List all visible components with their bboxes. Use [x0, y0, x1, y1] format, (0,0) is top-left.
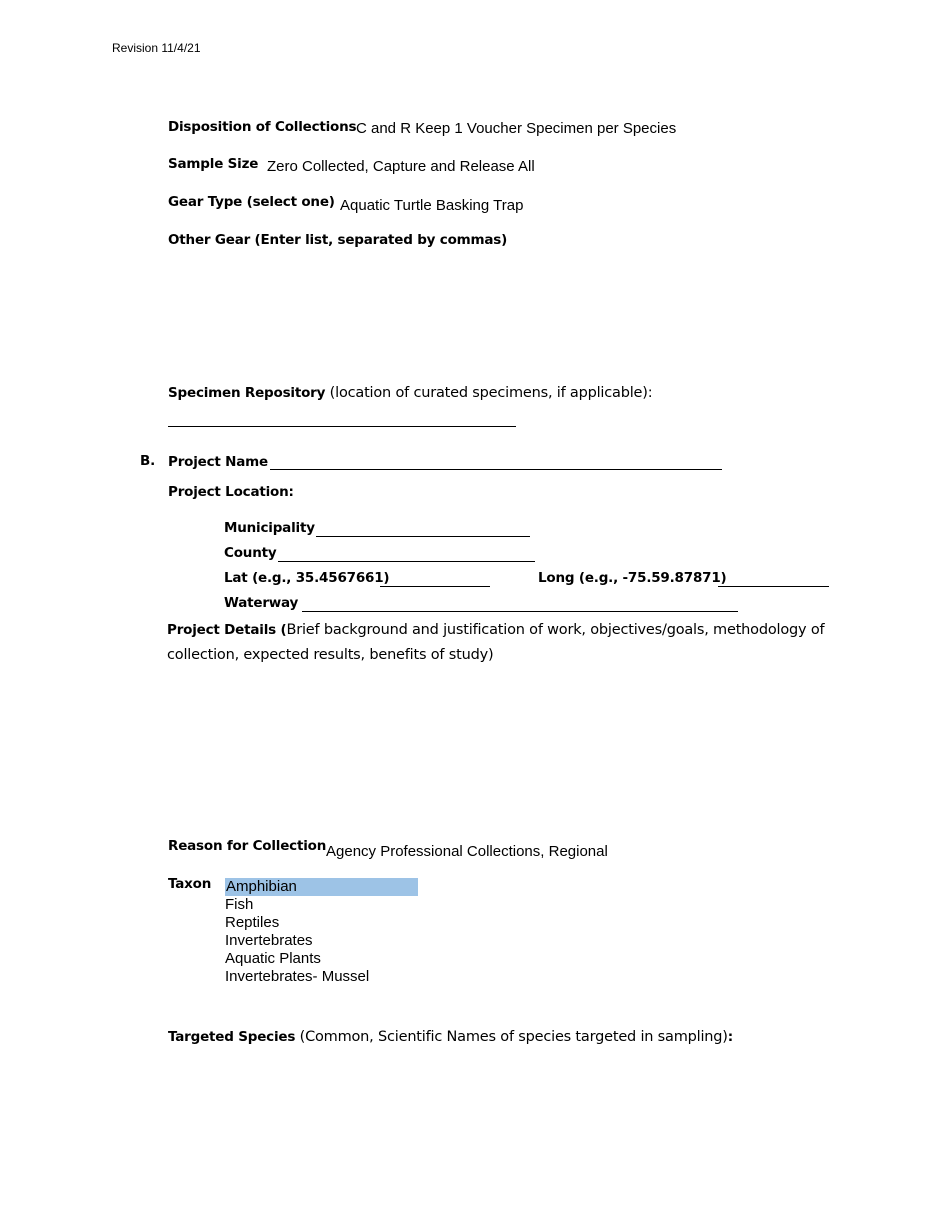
revision-label: Revision 11/4/21 — [112, 41, 201, 55]
disposition-value[interactable]: C and R Keep 1 Voucher Specimen per Species — [356, 120, 677, 137]
waterway-label: Waterway — [224, 595, 299, 611]
taxon-option-fish[interactable]: Fish — [225, 896, 254, 913]
taxon-option-aquatic-plants[interactable]: Aquatic Plants — [225, 950, 321, 967]
taxon-option-reptiles[interactable]: Reptiles — [225, 914, 280, 931]
waterway-input-line[interactable] — [302, 597, 738, 612]
municipality-label: Municipality — [224, 520, 315, 536]
project-name-input-line[interactable] — [270, 455, 722, 470]
gear-type-value[interactable]: Aquatic Turtle Basking Trap — [340, 197, 524, 214]
reason-value[interactable]: Agency Professional Collections, Regional — [326, 843, 608, 860]
county-input-line[interactable] — [278, 547, 535, 562]
project-name-row — [168, 453, 268, 471]
project-details-line1: Brief background and justification of work, objectives/goals, methodology of — [286, 622, 825, 638]
repository-label: Specimen Repository — [168, 385, 326, 401]
repository-input-line[interactable] — [168, 412, 516, 427]
lat-input-line[interactable] — [380, 572, 490, 587]
long-label: Long (e.g., -75.59.87871) — [538, 570, 727, 586]
taxon-label: Taxon — [168, 876, 212, 892]
project-details-label: Project Details ( — [167, 622, 287, 638]
targeted-species-colon: : — [727, 1029, 733, 1045]
repository-row — [168, 384, 652, 402]
project-details-row — [167, 621, 824, 639]
targeted-species-row — [168, 1028, 733, 1046]
other-gear-label: Other Gear (Enter list, separated by commas) — [168, 232, 508, 248]
disposition-row — [168, 118, 356, 136]
repository-note: (location of curated specimens, if applicable): — [325, 385, 653, 401]
sample-size-value[interactable]: Zero Collected, Capture and Release All — [267, 158, 535, 175]
municipality-input-line[interactable] — [316, 522, 530, 537]
project-details-line2: collection, expected results, benefits of study) — [167, 647, 494, 663]
taxon-option-invertebrates-mussel[interactable]: Invertebrates- Mussel — [225, 968, 370, 985]
targeted-species-note: (Common, Scientific Names of species targeted in sampling) — [295, 1029, 728, 1045]
lat-label: Lat (e.g., 35.4567661) — [224, 570, 390, 586]
targeted-species-label: Targeted Species — [168, 1029, 296, 1045]
disposition-label: Disposition of Collections — [168, 119, 357, 135]
taxon-option-invertebrates[interactable]: Invertebrates — [225, 932, 313, 949]
sample-size-label: Sample Size — [168, 156, 259, 172]
county-label: County — [224, 545, 277, 561]
long-input-line[interactable] — [718, 572, 829, 587]
reason-label: Reason for Collection — [168, 838, 327, 854]
taxon-option-amphibian[interactable]: Amphibian — [225, 878, 418, 896]
gear-type-label: Gear Type (select one) — [168, 194, 335, 210]
section-b-marker: B. — [140, 453, 156, 469]
project-location-label: Project Location: — [168, 484, 294, 500]
project-name-label: Project Name — [168, 454, 268, 470]
